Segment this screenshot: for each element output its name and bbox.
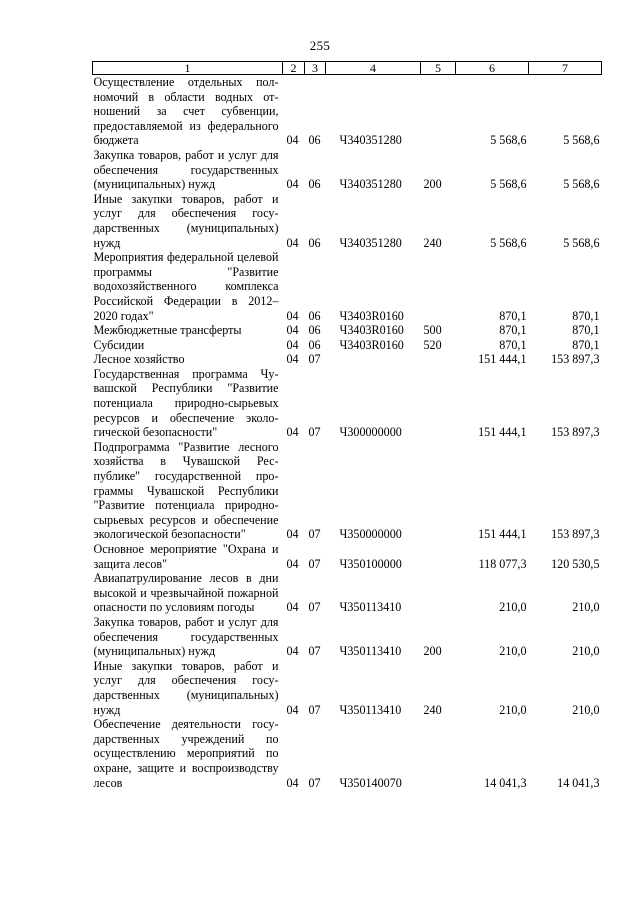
amount-year-2: 210,0 <box>572 600 600 615</box>
subsection-code: 06 <box>308 337 321 352</box>
amount-year-1: 5 568,6 <box>490 177 527 192</box>
row-name: Авиапатрулирование лесов в дни высокой и чрезвычайной пожарной опасности по условиям погоды <box>93 571 279 615</box>
row-name: Осуществление отдельных полномочий в области водных отношений за счет субвенции, предоставляемой из федерального бюджета <box>93 75 279 148</box>
amount-year-2: 870,1 <box>572 308 600 323</box>
target-article-code: Ч3403R0160 <box>339 337 404 352</box>
table-row <box>93 352 602 367</box>
subsection-code: 07 <box>308 600 321 615</box>
amount-year-1: 151 444,1 <box>478 425 527 440</box>
row-name: Основное мероприятие "Охрана и защита лесов" <box>93 542 279 571</box>
subsection-code: 06 <box>308 177 321 192</box>
column-header-1: 1 <box>93 62 283 75</box>
row-name: Иные закупки товаров, работ и услуг для обеспечения государственных (муниципальных) нужд <box>93 658 279 717</box>
table-row <box>93 323 602 338</box>
row-name: Иные закупки товаров, работ и услуг для обеспечения государственных (муниципальных) нужд <box>93 191 279 250</box>
subsection-code: 06 <box>308 133 321 148</box>
target-article-code: Ч350113410 <box>339 644 402 659</box>
section-code: 04 <box>286 352 299 367</box>
table-row <box>93 717 602 790</box>
table-row <box>93 542 602 571</box>
target-article-code <box>326 352 421 367</box>
column-header-7: 7 <box>529 62 602 75</box>
table-row <box>93 440 602 542</box>
amount-year-1: 870,1 <box>499 308 527 323</box>
table-row <box>93 571 602 615</box>
section-code: 04 <box>286 556 299 571</box>
amount-year-2: 870,1 <box>572 323 600 338</box>
expense-type-code: 500 <box>423 323 442 338</box>
column-header-4: 4 <box>326 62 421 75</box>
subsection-code: 06 <box>308 323 321 338</box>
expense-type-code <box>421 571 456 615</box>
section-code: 04 <box>286 702 299 717</box>
subsection-code: 07 <box>308 352 321 367</box>
amount-year-2: 153 897,3 <box>551 425 600 440</box>
amount-year-1: 151 444,1 <box>478 352 527 367</box>
subsection-code: 07 <box>308 775 321 790</box>
column-header-2: 2 <box>283 62 305 75</box>
amount-year-2: 5 568,6 <box>563 133 600 148</box>
amount-year-1: 870,1 <box>499 337 527 352</box>
subsection-code: 06 <box>308 235 321 250</box>
column-number-row <box>93 62 602 75</box>
expense-type-code <box>421 367 456 440</box>
section-code: 04 <box>286 527 299 542</box>
section-code: 04 <box>286 775 299 790</box>
section-code: 04 <box>286 177 299 192</box>
subsection-code: 06 <box>308 308 321 323</box>
row-name: Обеспечение деятельности государственных учреждений по осуществлению мероприятий по охране, защите и воспроизводству лесов <box>93 717 279 790</box>
section-code: 04 <box>286 425 299 440</box>
column-header-5: 5 <box>421 62 456 75</box>
amount-year-2: 153 897,3 <box>551 352 600 367</box>
target-article-code: Ч340351280 <box>339 133 402 148</box>
section-code: 04 <box>286 308 299 323</box>
amount-year-1: 870,1 <box>499 323 527 338</box>
target-article-code: Ч300000000 <box>339 425 402 440</box>
expense-type-code: 240 <box>423 235 442 250</box>
table-row <box>93 615 602 659</box>
column-header-3: 3 <box>305 62 326 75</box>
amount-year-1: 5 568,6 <box>490 133 527 148</box>
subsection-code: 07 <box>308 527 321 542</box>
amount-year-1: 210,0 <box>499 702 527 717</box>
row-name: Межбюджетные трансферты <box>93 323 242 338</box>
table-row <box>93 659 602 717</box>
expense-type-code <box>421 352 456 367</box>
table-row <box>93 250 602 323</box>
expense-type-code <box>421 75 456 148</box>
row-name: Мероприятия федеральной целевой программы "Развитие водохозяйственного комплекса Российской Федерации в 2012–2020 годах" <box>93 250 279 323</box>
column-header-6: 6 <box>456 62 529 75</box>
row-name: Субсидии <box>93 337 145 352</box>
expense-type-code <box>421 542 456 571</box>
amount-year-1: 5 568,6 <box>490 235 527 250</box>
expense-type-code: 520 <box>423 337 442 352</box>
amount-year-2: 210,0 <box>572 644 600 659</box>
expense-type-code <box>421 250 456 323</box>
section-code: 04 <box>286 323 299 338</box>
target-article-code: Ч3403R0160 <box>339 323 404 338</box>
target-article-code: Ч350000000 <box>339 527 402 542</box>
target-article-code: Ч3403R0160 <box>339 308 404 323</box>
table-body <box>93 75 602 791</box>
expense-type-code <box>421 717 456 790</box>
subsection-code: 07 <box>308 556 321 571</box>
target-article-code: Ч350140070 <box>339 775 402 790</box>
amount-year-2: 153 897,3 <box>551 527 600 542</box>
amount-year-2: 14 041,3 <box>557 775 600 790</box>
amount-year-2: 120 530,5 <box>551 556 600 571</box>
section-code: 04 <box>286 133 299 148</box>
target-article-code: Ч340351280 <box>339 235 402 250</box>
amount-year-2: 210,0 <box>572 702 600 717</box>
amount-year-1: 14 041,3 <box>484 775 527 790</box>
amount-year-1: 210,0 <box>499 600 527 615</box>
section-code: 04 <box>286 235 299 250</box>
amount-year-2: 5 568,6 <box>563 177 600 192</box>
table-row <box>93 192 602 250</box>
row-name: Закупка товаров, работ и услуг для обеспечения государственных (муниципальных) нужд <box>93 614 279 659</box>
row-name: Лесное хозяйство <box>93 352 185 367</box>
table-row <box>93 75 602 148</box>
row-name: Закупка товаров, работ и услуг для обеспечения государственных (муниципальных) нужд <box>93 147 279 192</box>
target-article-code: Ч350113410 <box>339 600 402 615</box>
section-code: 04 <box>286 337 299 352</box>
subsection-code: 07 <box>308 644 321 659</box>
expense-type-code <box>421 440 456 542</box>
section-code: 04 <box>286 644 299 659</box>
row-name: Подпрограмма "Развитие лесного хозяйства в Чувашской Республике" государственной программы Чувашской Республики "Развитие потенциала природно-сырьевых ресурсов и обеспечение экологической безопасности" <box>93 439 279 542</box>
row-name: Государственная программа Чувашской Республики "Развитие потенциала природно-сырьевых ресурсов и обеспечение экологической безопасности" <box>93 366 279 440</box>
subsection-code: 07 <box>308 702 321 717</box>
expense-type-code: 200 <box>423 177 442 192</box>
table-row <box>93 367 602 440</box>
table-row <box>93 148 602 192</box>
target-article-code: Ч350100000 <box>339 556 402 571</box>
subsection-code: 07 <box>308 425 321 440</box>
table-row <box>93 338 602 353</box>
section-code: 04 <box>286 600 299 615</box>
amount-year-1: 210,0 <box>499 644 527 659</box>
amount-year-2: 5 568,6 <box>563 235 600 250</box>
budget-table <box>92 61 602 790</box>
amount-year-1: 151 444,1 <box>478 527 527 542</box>
expense-type-code: 240 <box>423 702 442 717</box>
amount-year-2: 870,1 <box>572 337 600 352</box>
page-number: 255 <box>309 38 331 53</box>
amount-year-1: 118 077,3 <box>478 556 527 571</box>
expense-type-code: 200 <box>423 644 442 659</box>
target-article-code: Ч340351280 <box>339 177 402 192</box>
target-article-code: Ч350113410 <box>339 702 402 717</box>
